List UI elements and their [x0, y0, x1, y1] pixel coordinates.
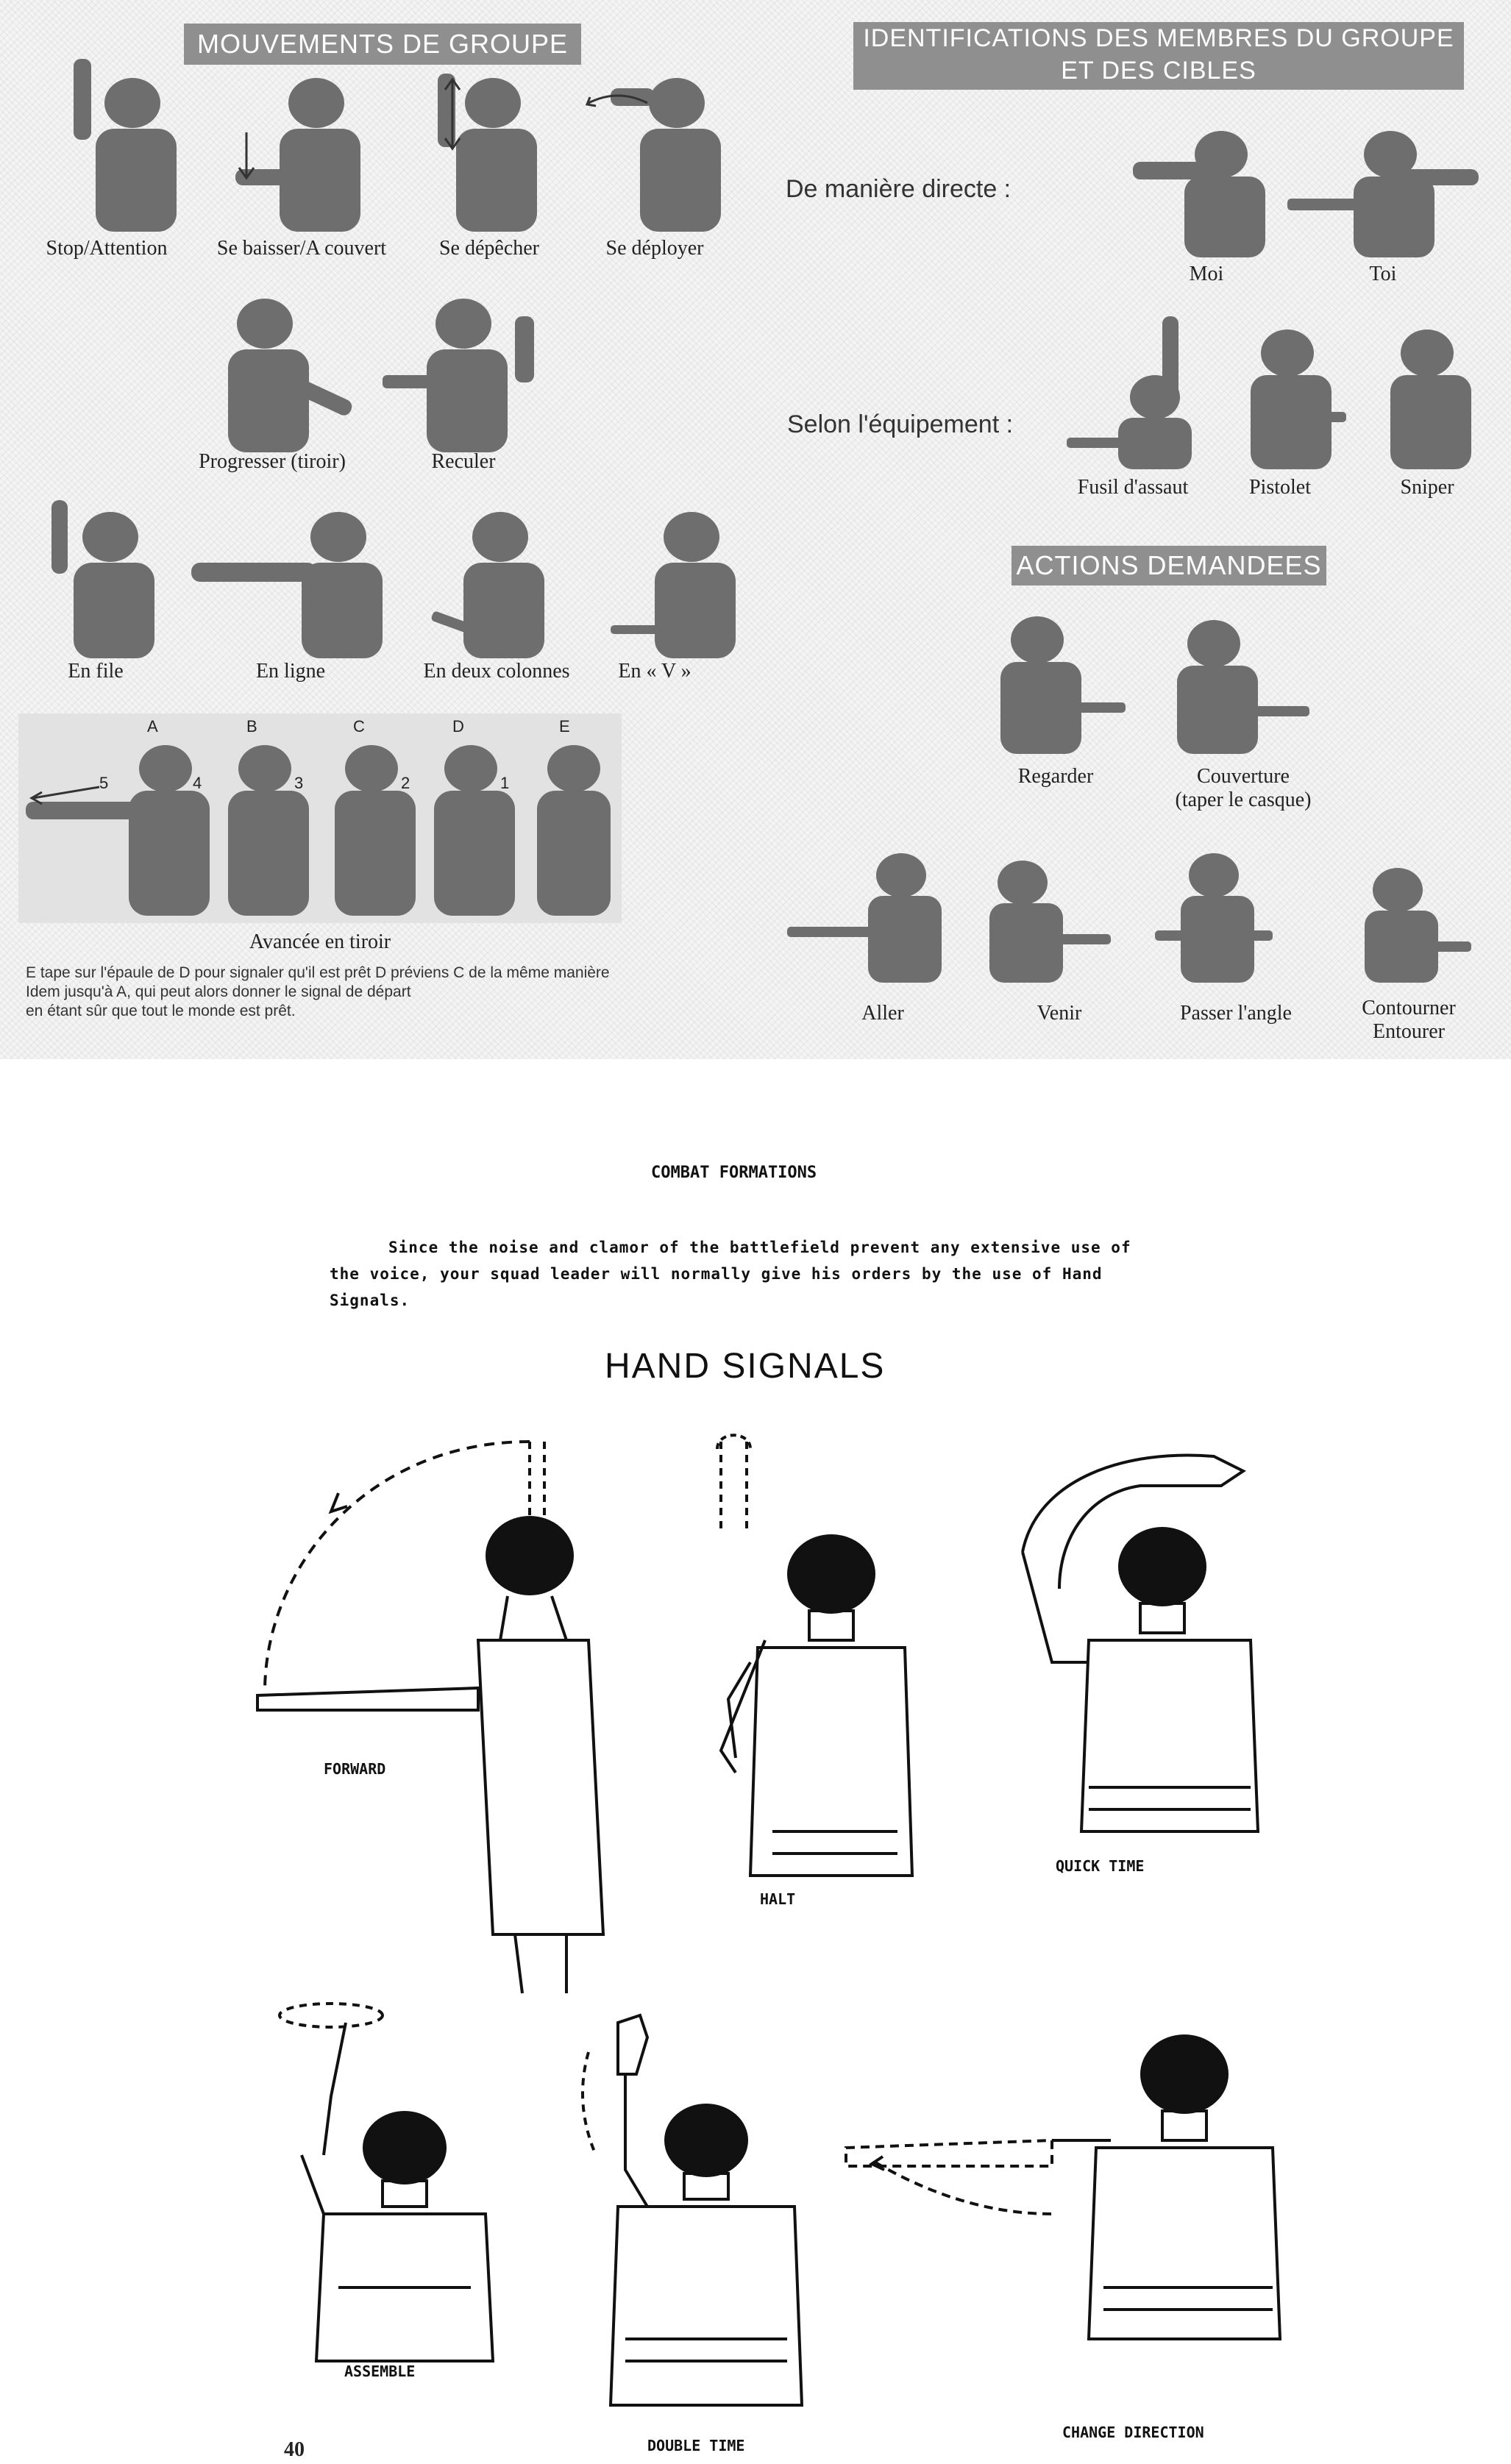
soldier-figure: [611, 512, 736, 658]
caption-surround-line-1: Contourner: [1362, 997, 1456, 1019]
intro-line-1: Since the noise and clamor of the battlefield prevent any extensive use of: [388, 1239, 1131, 1256]
soldier-figure: [1000, 616, 1126, 754]
soldier-figure: [1287, 131, 1479, 257]
caption-cover-line-2: (taper le casque): [1175, 788, 1312, 811]
label-quick-time: QUICK TIME: [1056, 1857, 1145, 1875]
caption-tiroir: Avancée en tiroir: [249, 930, 391, 953]
caption-you: Toi: [1369, 263, 1397, 285]
caption-crouch: Se baisser/A couvert: [216, 237, 387, 260]
caption-line: En ligne: [255, 660, 326, 683]
soldier-figure: [611, 78, 721, 232]
actions-row1-figures: [971, 599, 1339, 758]
identification-header-line-2: ET DES CIBLES: [1061, 57, 1256, 85]
direct-figures: [1118, 118, 1486, 257]
caption-advance: Progresser (tiroir): [199, 450, 346, 473]
down-arrow-icon: [239, 132, 254, 178]
caption-rifle: Fusil d'assaut: [1077, 476, 1189, 499]
tiroir-number-1: 1: [500, 774, 510, 792]
tiroir-note-line-1: E tape sur l'épaule de D pour signaler qu'il est prêt D préviens C de la même manière: [26, 964, 610, 981]
identification-header-line-1: IDENTIFICATIONS DES MEMBRES DU GROUPE: [863, 24, 1454, 52]
combat-formations-title: COMBAT FORMATIONS: [651, 1164, 817, 1182]
assemble-figure: [280, 2004, 493, 2361]
soldier-figure: [228, 745, 309, 916]
caption-cover-line-1: Couverture: [1197, 765, 1290, 788]
caption-hurry: Se dépêcher: [438, 237, 540, 260]
double-time-figure: [583, 2015, 802, 2405]
identification-header: [853, 22, 1464, 90]
soldier-figure: [1177, 620, 1309, 754]
caption-stop: Stop/Attention: [46, 237, 168, 260]
soldier-figure: [383, 299, 534, 452]
actions-header-text: ACTIONS DEMANDEES: [1016, 550, 1322, 580]
caption-deploy: Se déployer: [605, 237, 704, 260]
soldier-figure: [51, 500, 154, 658]
label-double-time: DOUBLE TIME: [647, 2437, 745, 2454]
caption-me: Moi: [1189, 263, 1224, 285]
label-assemble: ASSEMBLE: [344, 2362, 416, 2380]
soldier-figure: [1390, 330, 1471, 469]
soldier-figure: [235, 78, 360, 232]
tiroir-number-5: 5: [99, 774, 109, 792]
equipment-figures: [1067, 309, 1493, 471]
caption-file: En file: [68, 660, 124, 683]
group-moves-header-text: MOUVEMENTS DE GROUPE: [196, 29, 569, 59]
tiroir-note-line-2: Idem jusqu'à A, qui peut alors donner le signal de départ: [26, 983, 411, 1000]
equipment-label: Selon l'équipement :: [787, 410, 1014, 438]
french-signals-panel: [0, 0, 1511, 1059]
actions-header: [1012, 546, 1326, 585]
direct-label: De manière directe :: [786, 175, 1012, 203]
soldier-figure: [74, 59, 177, 232]
tiroir-number-4: 4: [193, 774, 202, 792]
soldier-figure: [434, 745, 515, 916]
soldier-figure: [335, 745, 416, 916]
hand-signals-row1: [221, 1420, 1295, 2008]
soldier-figure: [1133, 131, 1265, 257]
tiroir-number-2: 2: [401, 774, 410, 792]
page-number: 40: [284, 2438, 305, 2461]
tiroir-letter-b: B: [246, 717, 257, 736]
group-moves-row3-figures: [7, 493, 743, 658]
caption-corner: Passer l'angle: [1179, 1002, 1292, 1025]
soldier-figure: [1067, 316, 1192, 469]
forward-figure: [257, 1442, 603, 1993]
intro-paragraph: [330, 1234, 1198, 1314]
english-hand-signals-page: [0, 1059, 1511, 2464]
soldier-figure: [537, 745, 611, 916]
soldier-figure: [1155, 853, 1273, 983]
caption-cover: [1148, 765, 1339, 812]
quick-time-figure: [1023, 1456, 1258, 1831]
label-change-direction: CHANGE DIRECTION: [1062, 2424, 1204, 2441]
caption-sniper: Sniper: [1400, 476, 1454, 499]
caption-pistol: Pistolet: [1248, 476, 1311, 499]
tiroir-note-line-3: en étant sûr que tout le monde est prêt.: [26, 1003, 296, 1019]
intro-line-2: the voice, your squad leader will normally give his orders by the use of Hand: [330, 1265, 1103, 1283]
soldier-figure: [989, 861, 1111, 983]
tiroir-number-3: 3: [294, 774, 304, 792]
intro-line-3: Signals.: [330, 1292, 410, 1309]
soldier-figure: [430, 512, 544, 658]
caption-surround: [1339, 997, 1479, 1044]
tiroir-note: [26, 964, 747, 1021]
tiroir-letter-c: C: [353, 717, 365, 736]
caption-look-line-1: Regarder: [1017, 765, 1094, 788]
soldier-figure: [1365, 868, 1471, 983]
tiroir-letter-e: E: [559, 717, 570, 736]
tiroir-figures: [18, 732, 622, 923]
soldier-figure: [787, 853, 942, 983]
label-halt: HALT: [760, 1890, 796, 1908]
caption-two-columns: En deux colonnes: [423, 660, 570, 683]
caption-come: Venir: [1037, 1002, 1082, 1025]
tiroir-letter-a: A: [147, 717, 158, 736]
change-direction-figure: [846, 2036, 1280, 2339]
soldier-figure: [1251, 330, 1346, 469]
soldier-figure: [26, 745, 210, 916]
group-moves-row2-figures: [184, 287, 566, 456]
halt-figure: [717, 1435, 912, 1876]
caption-go: Aller: [861, 1002, 904, 1025]
group-moves-row1-figures: [22, 59, 758, 235]
hand-signals-title: HAND SIGNALS: [605, 1347, 886, 1386]
actions-row2-figures: [780, 838, 1486, 986]
left-arrow-icon: [32, 787, 99, 804]
soldier-figure: [191, 512, 383, 658]
caption-look: [986, 765, 1126, 788]
caption-retreat: Reculer: [431, 450, 496, 473]
tiroir-letter-d: D: [452, 717, 464, 736]
soldier-figure: [228, 299, 355, 452]
caption-surround-line-2: Entourer: [1373, 1020, 1445, 1043]
caption-v: En « V »: [618, 660, 691, 683]
label-forward: FORWARD: [324, 1760, 386, 1778]
